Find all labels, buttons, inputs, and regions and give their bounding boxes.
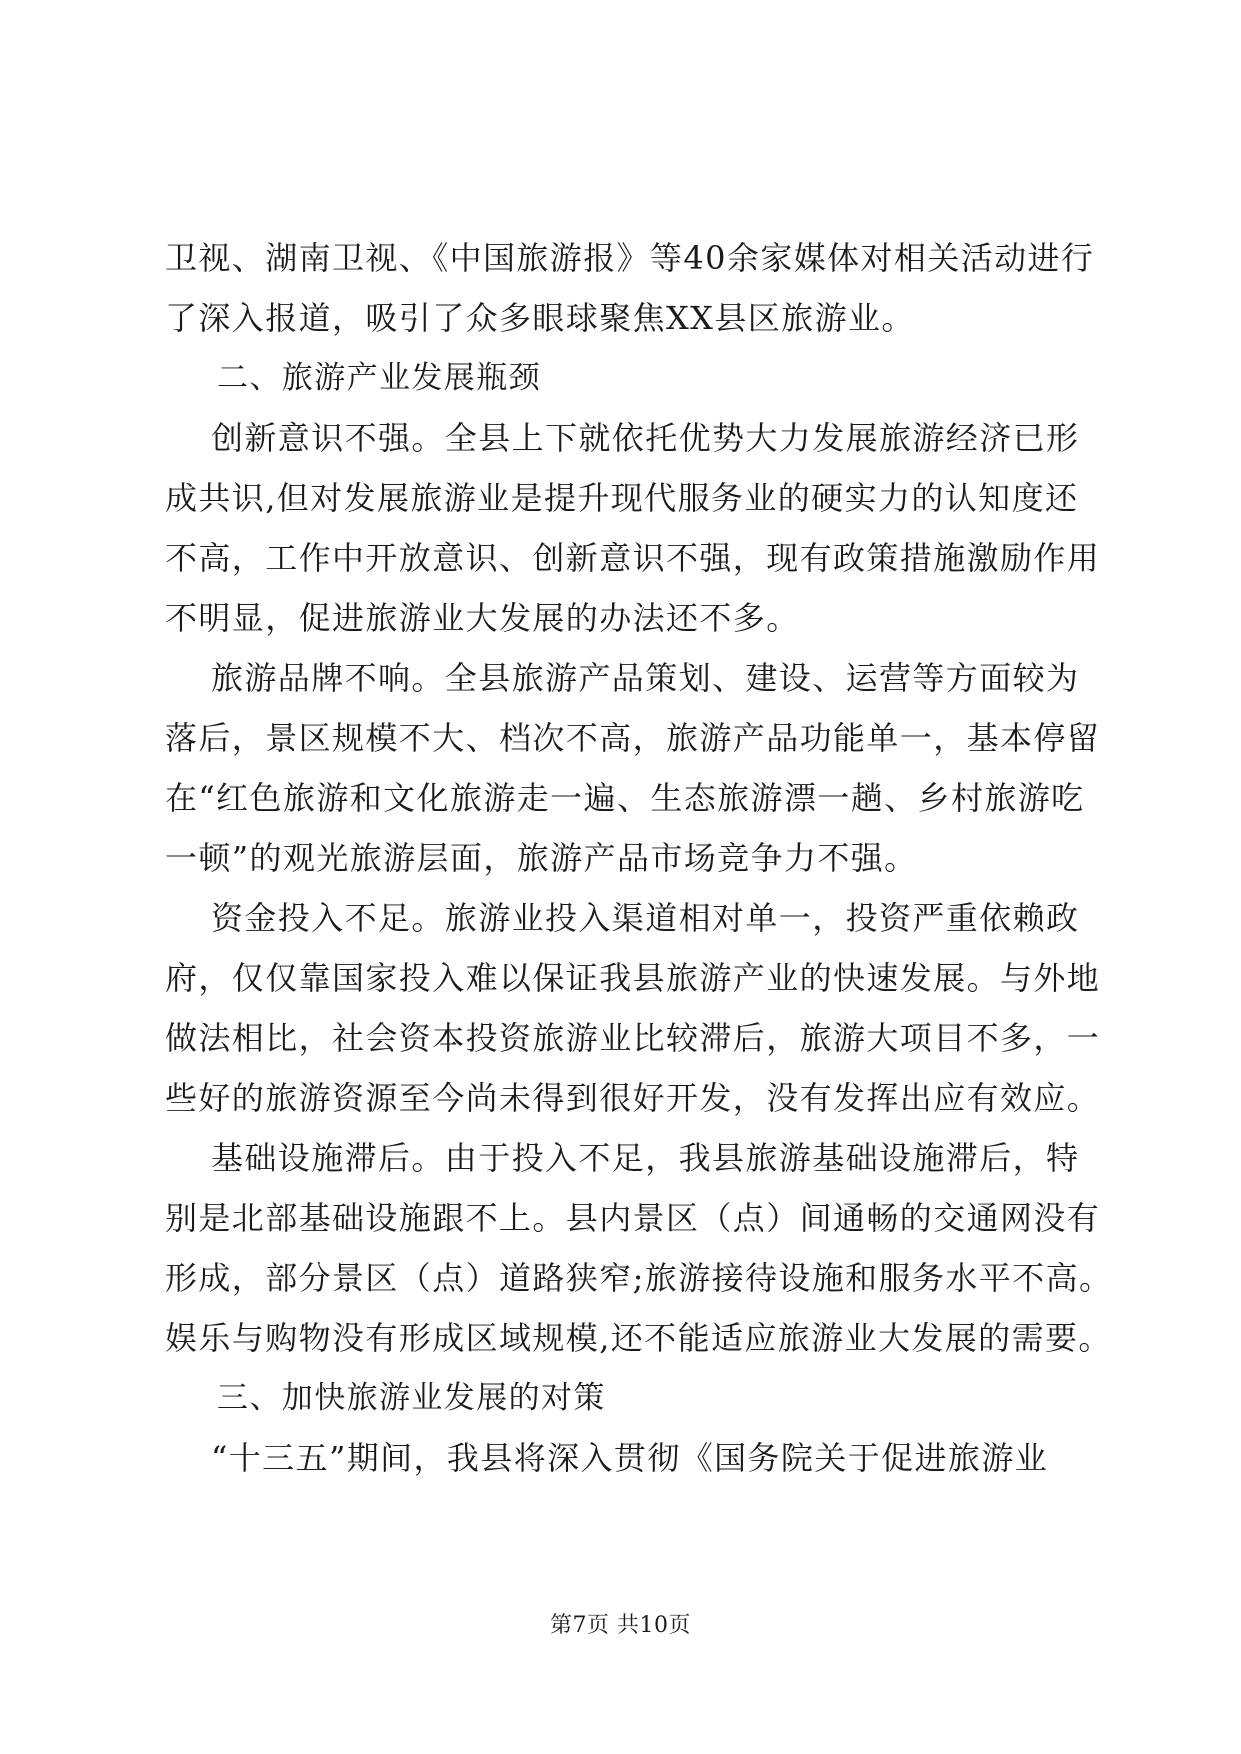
document-body — [165, 228, 1113, 1488]
section-heading: 三、加快旅游业发展的对策 — [217, 1380, 606, 1416]
text-line: 了深入报道，吸引了众多眼球聚焦XX县区旅游业。 — [165, 299, 915, 337]
paragraph-first-line: 基础设施滞后。由于投入不足，我县旅游基础设施滞后，特 — [211, 1139, 1080, 1177]
section-heading: 二、旅游产业发展瓶颈 — [217, 360, 541, 396]
paragraph-first-line: 旅游品牌不响。全县旅游产品策划、建设、运营等方面较为 — [211, 659, 1080, 697]
text-line: 卫视、湖南卫视、《中国旅游报》等40余家媒体对相关活动进行 — [165, 239, 1095, 277]
text-line: 娱乐与购物没有形成区域规模,还不能适应旅游业大发展的需要。 — [165, 1319, 1112, 1357]
text-line: 做法相比，社会资本投资旅游业比较滞后，旅游大项目不多，一 — [165, 1019, 1101, 1057]
text-line: 别是北部基础设施跟不上。县内景区（点）间通畅的交通网没有 — [165, 1199, 1101, 1237]
text-line: 不明显，促进旅游业大发展的办法还不多。 — [165, 599, 800, 637]
paragraph-first-line: 创新意识不强。全县上下就依托优势大力发展旅游经济已形 — [211, 419, 1080, 457]
text-line: 形成，部分景区（点）道路狭窄;旅游接待设施和服务水平不高。 — [165, 1259, 1113, 1297]
text-line: 成共识,但对发展旅游业是提升现代服务业的硬实力的认知度还 — [165, 479, 1079, 517]
text-line: 在“红色旅游和文化旅游走一遍、生态旅游漂一趟、乡村旅游吃 — [165, 779, 1085, 817]
text-line: 府，仅仅靠国家投入难以保证我县旅游产业的快速发展。与外地 — [165, 959, 1101, 997]
paragraph-first-line: “十三五”期间，我县将深入贯彻《国务院关于促进旅游业 — [211, 1439, 1049, 1477]
page-number-footer: 第7页 共10页 — [550, 1613, 691, 1638]
text-line: 落后，景区规模不大、档次不高，旅游产品功能单一，基本停留 — [165, 719, 1101, 757]
paragraph-first-line: 资金投入不足。旅游业投入渠道相对单一，投资严重依赖政 — [211, 899, 1080, 937]
text-line: 不高，工作中开放意识、创新意识不强，现有政策措施激励作用 — [165, 539, 1101, 577]
text-line: 一顿”的观光旅游层面，旅游产品市场竞争力不强。 — [165, 839, 918, 877]
text-line: 些好的旅游资源至今尚未得到很好开发，没有发挥出应有效应。 — [165, 1079, 1101, 1117]
